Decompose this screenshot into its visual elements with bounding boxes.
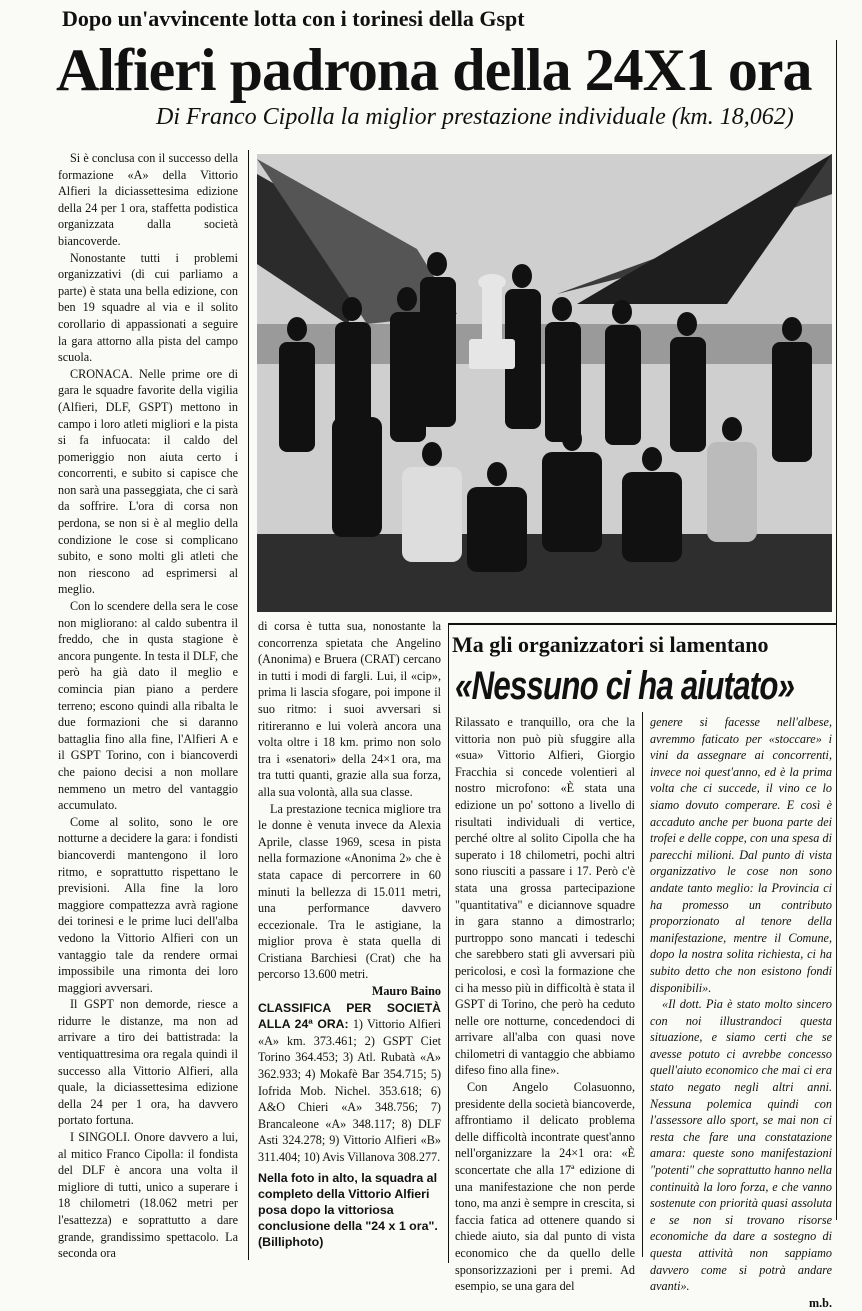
caption-text: Nella foto in alto, la squadra al completo della Vittorio Alfieri posa dopo la vittoriosa conclusione della "24 x 1 ora". — [258, 1170, 438, 1233]
team-photo-illustration — [257, 154, 832, 612]
classifica — [258, 1000, 441, 1166]
classifica-title: CLASSIFICA PER SOCIETÀ ALLA 24ª ORA: — [258, 1000, 441, 1032]
article-paragraph: Il GSPT non demorde, riesce a ridurre le distanze, ma non ad arrivare a tiro dei battistrada: la ventiquattresima ora regala quindi il successo alla Vittorio Alfieri, alla quale, la diciassettesima edizione della 24 per 1 ora, ha davvero portato fortuna. — [58, 997, 238, 1128]
kicker: Dopo un'avvincente lotta con i torinesi della Gspt — [62, 6, 525, 31]
photo-credit: (Billiphoto) — [258, 1234, 324, 1249]
divider-sidebar-top — [448, 623, 836, 625]
article-paragraph: Come al solito, sono le ore notturne a decidere la gara: i fondisti biancoverdi mantengono il loro ritmo, e soprattutto rispettano le previsioni. Alla fine la loro maggiore compattezza avrà ragione dei torinesi e le prime luci dell'alba vedono la Vittorio Alfieri con un vantaggio tale da rendere ormai impossibile una rimonta dei loro maggiori avversari. — [58, 814, 238, 995]
sidebar-title: Ma gli organizzatori si lamentano — [452, 632, 769, 657]
sidebar-signature: m.b. — [808, 1295, 832, 1310]
sidebar-paragraph: genere si facesse nell'albese, avremmo faticato per «stoccare» i vini da assegnare ai concorrenti, invece noi quest'anno, ed è la prima volta che ci succede, il vino ce lo siamo dovuto comperare. E così è accaduto anche per buona parte dei trofei e delle coppe, con una spesa di parecchi milioni. Dal punto di vista organizzativo le cose non sono andate tanto meglio: la Provincia ci ha promesso un contributo proporzionato al tenore della manifestazione, mentre il Comune, dopo la nostra solita richiesta, ci ha subito detto che non esistono fondi disponibili». — [650, 715, 832, 995]
article-paragraph: Nonostante tutti i problemi organizzativi (di cui parliamo a parte) è stata una bella edizione, con ben 19 squadre al via e il solito corollario di appassionati a seguire la gara attorno alla pista del campo scuola. — [58, 250, 238, 365]
article-paragraph: La prestazione tecnica migliore tra le donne è venuta invece da Alexia Aprile, classe 1969, scesa in pista nella formazione «Anonima 2» che è stata capace di percorrere in 60 minuti la bellezza di 15.011 metri, una performance davvero eccezionale. Tra le astigiane, la miglior prova è stata quella di Cristiana Barchiesi (Crat) che ha percorso 13.600 metri. — [258, 801, 441, 982]
sidebar-paragraph: «Il dott. Pia è stato molto sincero con noi illustrandoci questa situazione, e siamo certi che se avesse potuto ci avrebbe concesso quell'aiuto economico che mai ci era stato negato negli altri anni. Nessuna polemica quindi con l'assessore allo sport, se mai non ci resta che fare una constatazione amara: queste sono manifestazioni "potenti" che soprattutto hanno nella continuità la loro forza, e che vanno sostenute con priorità quasi assoluta e se non si trovano risorse economiche da dare a sostegno di questa attività non sappiamo davvero come si potrà andare avanti». — [650, 997, 832, 1294]
sidebar-headline: «Nessuno ci ha aiutato» — [455, 664, 795, 708]
article-paragraph: I SINGOLI. Onore davvero a lui, al mitico Franco Cipolla: il fondista del DLF è ancora una volta il migliore di tutti, unico a superare i 18 chilometri (18.062 metri per l'esattezza) e soprattutto a dare grande, grandissimo spettacolo. La seconda ora — [58, 1130, 238, 1261]
subheadline: Di Franco Cipolla la miglior prestazione individuale (km. 18,062) — [156, 104, 794, 130]
headline: Alfieri padrona della 24X1 ora — [56, 37, 812, 103]
divider-sidebar-left — [448, 623, 449, 1263]
article-paragraph: CRONACA. Nelle prime ore di gara le squadre favorite della vigilia (Alfieri, DLF, GSPT) mettono in campo i loro atleti migliori e la pista si fa infuocata: il caldo del pomeriggio non aiuta certo i concorrenti, e subito si capisce che non sarà una passeggiata, che ci sarà da soffrire. L'ora di corsa non perdona, se non si è al meglio della condizione le cose si complicano subito, e sono molti gli atleti che non riescono ad esprimersi al meglio. — [58, 366, 238, 597]
sidebar-column-2 — [650, 714, 832, 1311]
article-column-1 — [58, 150, 238, 1262]
article-column-2 — [258, 618, 441, 1250]
article-paragraph: di corsa è tutta sua, nonostante la concorrenza spietata che Angelino (Anonima) e Bruera (CRAT) cercano in tutti i modi di fargli. Lui, il «cip», prima li lascia sfogare, poi impone il suo ritmo: i suoi avversari si ritireranno e lui volerà ancora una volta oltre i 18 km. primo non solo tra i «senatori» della 24×1 ora, ma tra tutti quanti, grazie alla sua forza, alla sua volontà, alla sua classe. — [258, 619, 441, 799]
sidebar-paragraph: Con Angelo Colasuonno, presidente della società biancoverde, affrontiamo il delicato problema delle difficoltà incontrate quest'anno nell'organizzare la 24×1 ora: «È sconcertate che alla 17ª edizione di una manifestazione che non perde tono, ma anzi è sempre in crescita, si faccia fatica ad ottenere quando si chiede aiuto, sia dal punto di vista economico che da quello delle sponsorizzazioni per i premi. Ad esempio, se una gara del — [455, 1080, 635, 1294]
divider-col1 — [248, 150, 249, 1260]
article-paragraph: Si è conclusa con il successo della formazione «A» della Vittorio Alfieri la diciassettesima edizione della 24 per 1 ora, staffetta podistica organizzata dalla società biancoverde. — [58, 151, 238, 248]
sidebar-column-1 — [455, 714, 635, 1295]
team-photo — [257, 154, 832, 612]
photo-caption — [258, 1170, 441, 1250]
author-byline: Mauro Baino — [371, 984, 441, 999]
divider-sidebar-cols — [642, 712, 643, 1257]
article-paragraph: Con lo scendere della sera le cose non migliorano: al caldo subentra il freddo, che in qusta stagione è ancora pungente. In testa il DLF, che però ha già dato il meglio e comincia pian piano a perdere terreno; escono quindi alla ribalta le due formazioni che si daranno battaglia fino alla fine, l'Alfieri A e il GSPT Torino, con i biancoverdi che paiono decisi a non mollare nemmeno un metro del vantaggio accumulato. — [58, 599, 238, 813]
classifica-results: 1) Vittorio Alfieri «A» km. 373.461; 2) GSPT Ciet Torino 364.453; 3) Atl. Rubatà «A» 362.933; 4) Mokafè Bar 354.715; 5) Iofrida Mob. Nichel. 353.618; 6) A&O Chieri «A» 348.756; 7) Brancaleone «A» 348.117; 8) DLF Asti 324.278; 9) Vittorio Alfieri «B» 311.404; 10) Avis Villanova 308.277. — [258, 1017, 441, 1164]
sidebar-paragraph: Rilassato e tranquillo, ora che la vittoria non può più sfuggire alla «sua» Vittorio Alfieri, Giorgio Fracchia si concede volentieri al nostro microfono: «È stata una edizione un po' sottono a livello di risultati individuali di vertice, perché oltre al solito Cipolla che ha superato i 18 chilometri, pochi altri sono riusciti a passare i 17. Però c'è stata una grossa partecipazione "quantitativa" e diciannove squadre in gara stanno a dimostrarlo; purtroppo sono mancati i tedeschi che sarebbero stati gli avversari più pericolosi, e così la formazione che ci ha messo più in difficoltà è stata il GSPT di Torino, che però ha ceduto nelle ore notturne, concedendoci di arrivare all'alba con quasi nove chilometri di vantaggio che abbiamo difeso fino alla fine». — [455, 715, 635, 1078]
divider-right-edge — [836, 40, 837, 1220]
